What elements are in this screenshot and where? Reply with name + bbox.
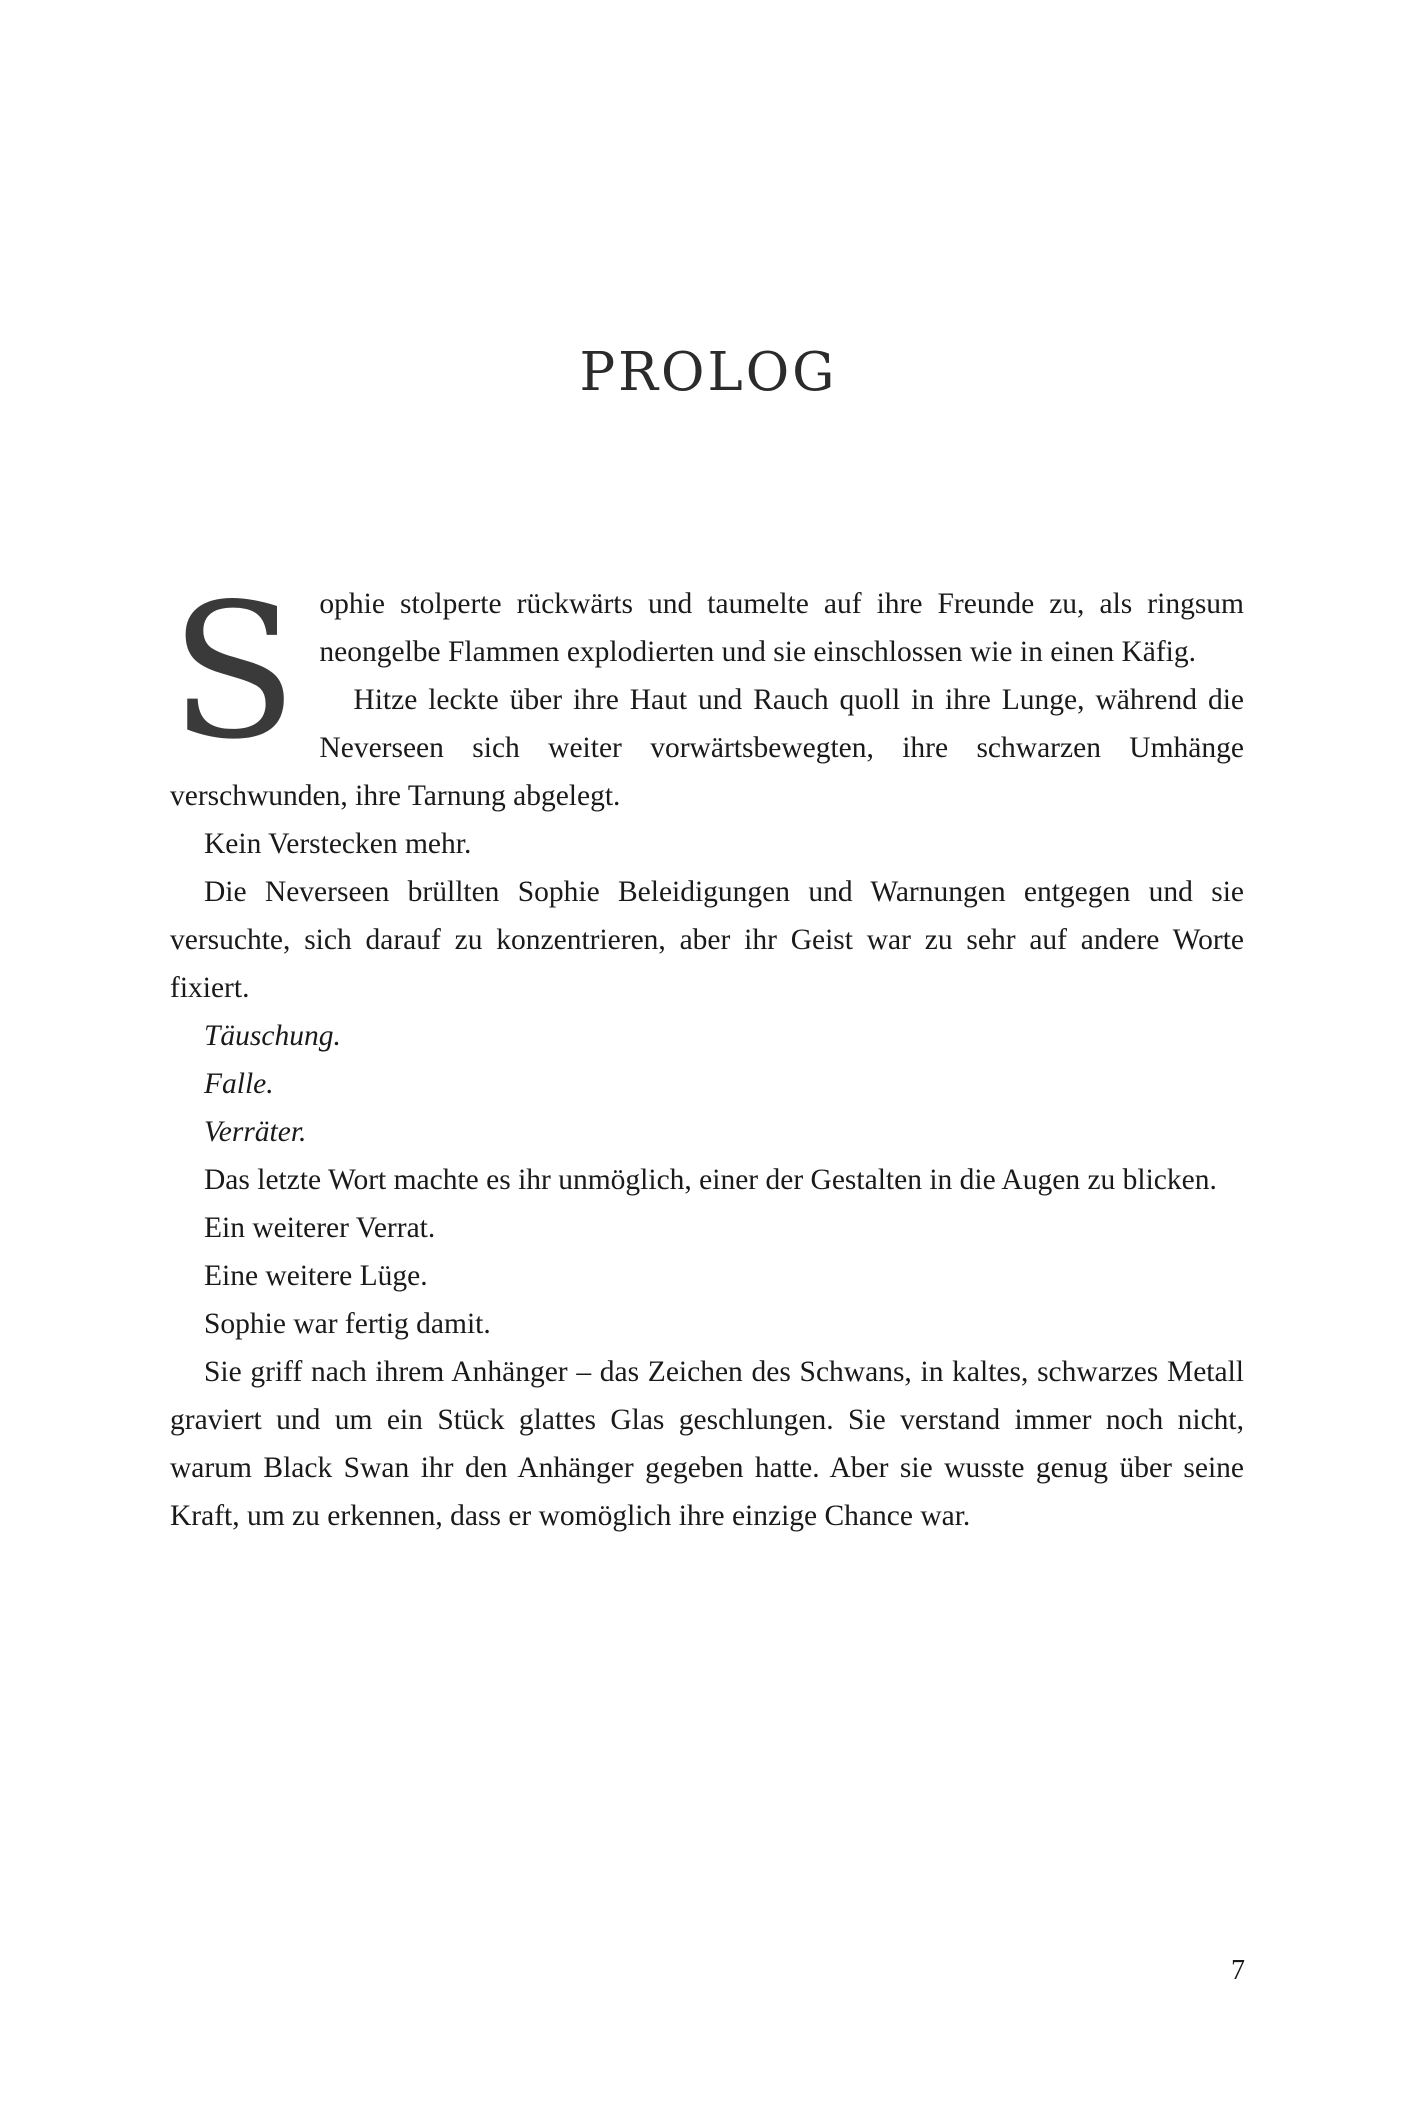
paragraph: Kein Verstecken mehr. bbox=[204, 828, 472, 860]
paragraph: Das letzte Wort machte es ihr unmöglich, einer der Gestalten in die Augen zu blicken. bbox=[204, 1164, 1217, 1196]
paragraph-emphasis: Falle. bbox=[204, 1068, 274, 1100]
page-title: prolog bbox=[579, 318, 838, 408]
paragraph: Sie griff nach ihrem Anhänger – das Zeichen des Schwans, in kaltes, schwarzes Metall graviert und um ein Stück glattes Glas geschlungen. Sie verstand immer noch nicht, warum Black Swan ihr den Anhänger gegeben hatte. Aber sie wusste genug über seine Kraft, um zu erkennen, dass er womöglich ihre einzige Chance war. bbox=[170, 1356, 1244, 1532]
drop-cap: S bbox=[170, 563, 298, 780]
paragraph: Sophie war fertig damit. bbox=[204, 1308, 491, 1340]
paragraph: Hitze leckte über ihre Haut und Rauch quoll in ihre Lunge, während die Neverseen sich weiter vorwärtsbewegten, ihre schwarzen Umhänge verschwunden, ihre Tarnung abgelegt. bbox=[170, 684, 1244, 812]
paragraph: Die Neverseen brüllten Sophie Beleidigungen und Warnungen entgegen und sie versuchte, sich darauf zu konzentrieren, aber ihr Geist war zu sehr auf andere Worte fixiert. bbox=[170, 876, 1244, 1004]
paragraph-emphasis: Verräter. bbox=[204, 1116, 307, 1148]
paragraph: Ein weiterer Verrat. bbox=[204, 1212, 436, 1244]
paragraph: ophie stolperte rückwärts und taumelte auf ihre Freunde zu, als ringsum neongelbe Flammen explodierten und sie einschlossen wie in einen Käfig. bbox=[319, 588, 1244, 668]
paragraph: Eine weitere Lüge. bbox=[204, 1260, 428, 1292]
body-text bbox=[170, 563, 1244, 1540]
paragraph-emphasis: Täuschung. bbox=[204, 1020, 341, 1052]
page-number: 7 bbox=[1231, 1955, 1245, 1986]
